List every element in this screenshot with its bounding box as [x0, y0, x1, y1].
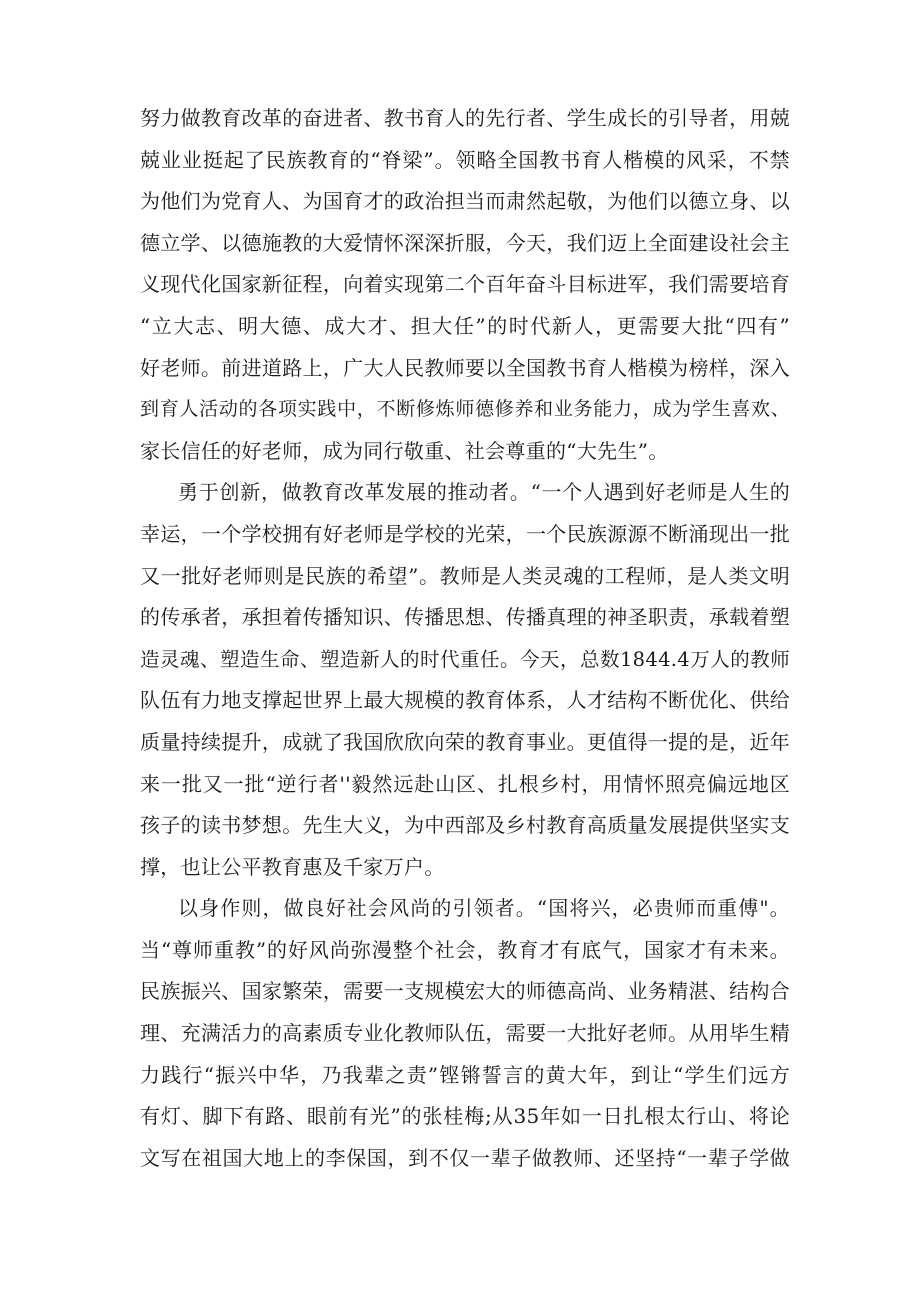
- paragraph-2: [140, 472, 790, 888]
- text-line: 撑，也让公平教育惠及千家万户。: [140, 854, 445, 879]
- text-line: 当“尊师重教”的好风尚弥漫整个社会，教育才有底气，国家才有未来。: [140, 937, 790, 962]
- text-line: 为他们为党育人、为国育才的政治担当而肃然起敬，为他们以德立身、以: [140, 189, 790, 214]
- text-line: 幸运，一个学校拥有好老师是学校的光荣，一个民族源源不断涌现出一批: [140, 521, 790, 546]
- text-line: 造灵魂、塑造生命、塑造新人的时代重任。今天，总数1844.4万人的教师: [140, 647, 790, 671]
- text-line: 德立学、以德施教的大爱情怀深深折服，今天，我们迈上全面建设社会主: [140, 230, 790, 255]
- text-line: 来一批又一批“逆行者''毅然远赴山区、扎根乡村，用情怀照亮偏远地区: [140, 771, 790, 796]
- text-line: “立大志、明大德、成大才、担大任”的时代新人，更需要大批“四有”: [140, 313, 790, 338]
- text-line: 到育人活动的各项实践中，不断修炼师德修养和业务能力，成为学生喜欢、: [140, 398, 790, 421]
- text-line: 民族振兴、国家繁荣，需要一支规模宏大的师德高尚、业务精湛、结构合: [140, 979, 790, 1004]
- text-line: 努力做教育改革的奋进者、教书育人的先行者、学生成长的引导者，用兢: [140, 106, 790, 130]
- text-line: 质量持续提升，成就了我国欣欣向荣的教育事业。更值得一提的是，近年: [140, 729, 790, 754]
- document-body: [140, 98, 790, 1179]
- text-line: 孩子的读书梦想。先生大义，为中西部及乡村教育高质量发展提供坚实支: [140, 813, 790, 838]
- text-line: 的传承者，承担着传播知识、传播思想、传播真理的神圣职责，承载着塑: [140, 605, 790, 630]
- text-line: 理、充满活力的高素质专业化教师队伍，需要一大批好老师。从用毕生精: [140, 1021, 790, 1046]
- text-line: 力践行“振兴中华，乃我辈之责”铿锵誓言的黄大年，到让“学生们远方: [140, 1062, 790, 1087]
- text-line: 队伍有力地支撑起世界上最大规模的教育体系，人才结构不断优化、供给: [140, 688, 790, 713]
- text-line: 又一批好老师则是民族的希望”。教师是人类灵魂的工程师，是人类文明: [140, 563, 790, 588]
- text-line: 好老师。前进道路上，广大人民教师要以全国教书育人楷模为榜样，深入: [140, 355, 790, 380]
- text-line: 有灯、脚下有路、眼前有光”的张桂梅;从35年如一日扎根太行山、将论: [140, 1104, 790, 1129]
- paragraph-1: [140, 98, 790, 472]
- text-line: 兢业业挺起了民族教育的“脊梁”。领略全国教书育人楷模的风采，不禁: [140, 147, 790, 172]
- text-line: 以身作则，做良好社会风尚的引领者。“国将兴，必贵师而重傅"。: [178, 896, 790, 921]
- paragraph-3: [140, 888, 790, 1179]
- text-line: 义现代化国家新征程，向着实现第二个百年奋斗目标进军，我们需要培育: [140, 272, 790, 297]
- text-line: 勇于创新，做教育改革发展的推动者。“一个人遇到好老师是人生的: [178, 480, 790, 505]
- text-line: 文写在祖国大地上的李保国，到不仅一辈子做教师、还坚持“一辈子学做: [140, 1145, 790, 1170]
- text-line: 家长信任的好老师，成为同行敬重、社会尊重的“大先生”。: [140, 438, 669, 463]
